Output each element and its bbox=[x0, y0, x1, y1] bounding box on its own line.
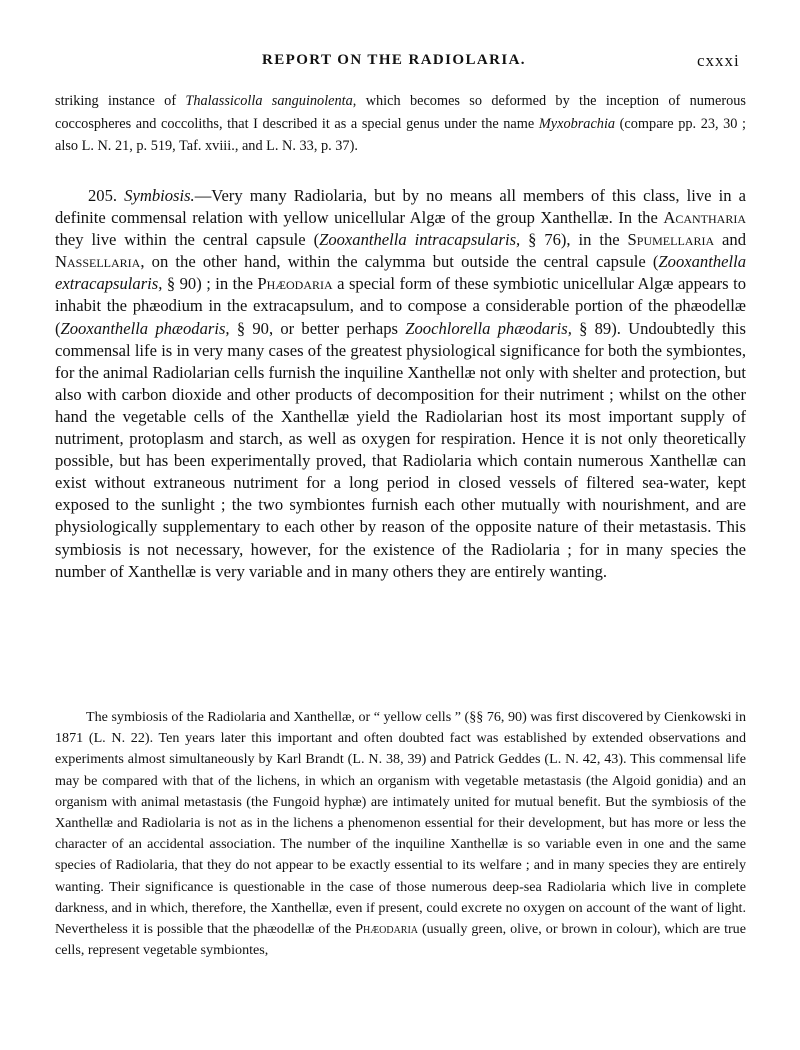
running-title: REPORT ON THE RADIOLARIA. bbox=[262, 52, 526, 68]
section-heading: Symbiosis. bbox=[124, 186, 195, 205]
page-header bbox=[0, 52, 800, 76]
page-number: cxxxi bbox=[697, 51, 740, 70]
section-number: 205. bbox=[88, 186, 118, 205]
section-205-paragraph: 205. Symbiosis.—Very many Radiolaria, but by no means all members of this class, live in a definite commensal relation with yellow unicellular Algæ of the group Xanthellæ. In the Acantharia they live within the central capsule (Zooxanthella intracapsularis, § 76), in the Spumellaria and Nassellaria, on the other hand, within the calymma but outside the central capsule (Zooxanthella extracapsularis, § 90) ; in the Phæodaria a special form of these symbiotic unicellular Algæ appears to inhabit the phæodium in the extracapsulum, and to compose a considerable portion of the phæodellæ (Zooxanthella phæodaris, § 90, or better perhaps Zoochlorella phæodaris, § 89). Undoubtedly this commensal life is in very many cases of the greatest physiological significance for both the symbiontes, for the animal Radiolarian cells furnish the inquiline Xanthellæ not only with shelter and protection, but also with carbon dioxide and other products of decomposition for their nutriment ; whilst on the other hand the vegetable cells of the Xanthellæ yield the Radiolarian host its most important supply of nutriment, protoplasm and starch, as well as oxygen for respiration. Hence it is not only theoretically possible, but has been experimentally proved, that Radiolaria which contain numerous Xanthellæ can exist without extraneous nutriment for a long period in closed vessels of filtered sea-water, kept exposed to the sunlight ; the two symbiontes furnish each other mutually with nourishment, and are physiologically supplementary to each other by reason of the opposite nature of their metastasis. This symbiosis is not necessary, however, for the existence of the Radiolaria ; for in many species the number of Xanthellæ is very variable and in many others they are entirely wanting. bbox=[55, 186, 747, 581]
intro-paragraph: striking instance of Thalassicolla sanguinolenta, which becomes so deformed by the inception of numerous coccospheres and coccoliths, that I described it as a special genus under the name Myxobrachia (compare pp. 23, 30 ; also L. N. 21, p. 519, Taf. xviii., and L. N. 33, p. 37). bbox=[55, 93, 747, 154]
footnote-paragraph: The symbiosis of the Radiolaria and Xanthellæ, or “ yellow cells ” (§§ 76, 90) was first discovered by Cienkowski in 1871 (L. N. 22). Ten years later this important and often doubted fact was established by extended observations and experiments almost simultaneously by Karl Brandt (L. N. 38, 39) and Patrick Geddes (L. N. 42, 43). This commensal life may be compared with that of the lichens, in which an organism with vegetable metastasis (the Algoid gonidia) and an organism with animal metastasis (the Fungoid hyphæ) are intimately united for mutual benefit. But the symbiosis of the Xanthellæ and Radiolaria is not as in the lichens a phenomenon essential for their development, but has more or less the character of an accidental association. The number of the inquiline Xanthellæ is so variable even in one and the same species of Radiolaria, that they do not appear to be exactly essential to its welfare ; and in many species they are entirely wanting. Their significance is questionable in the case of those numerous deep-sea Radiolaria which live in complete darkness, and in which, therefore, the Xanthellæ, even if present, could excrete no oxygen on account of the want of light. Nevertheless it is possible that the phæodellæ of the Phæodaria (usually green, olive, or brown in colour), which are true cells, represent vegetable symbiontes, bbox=[55, 709, 746, 959]
